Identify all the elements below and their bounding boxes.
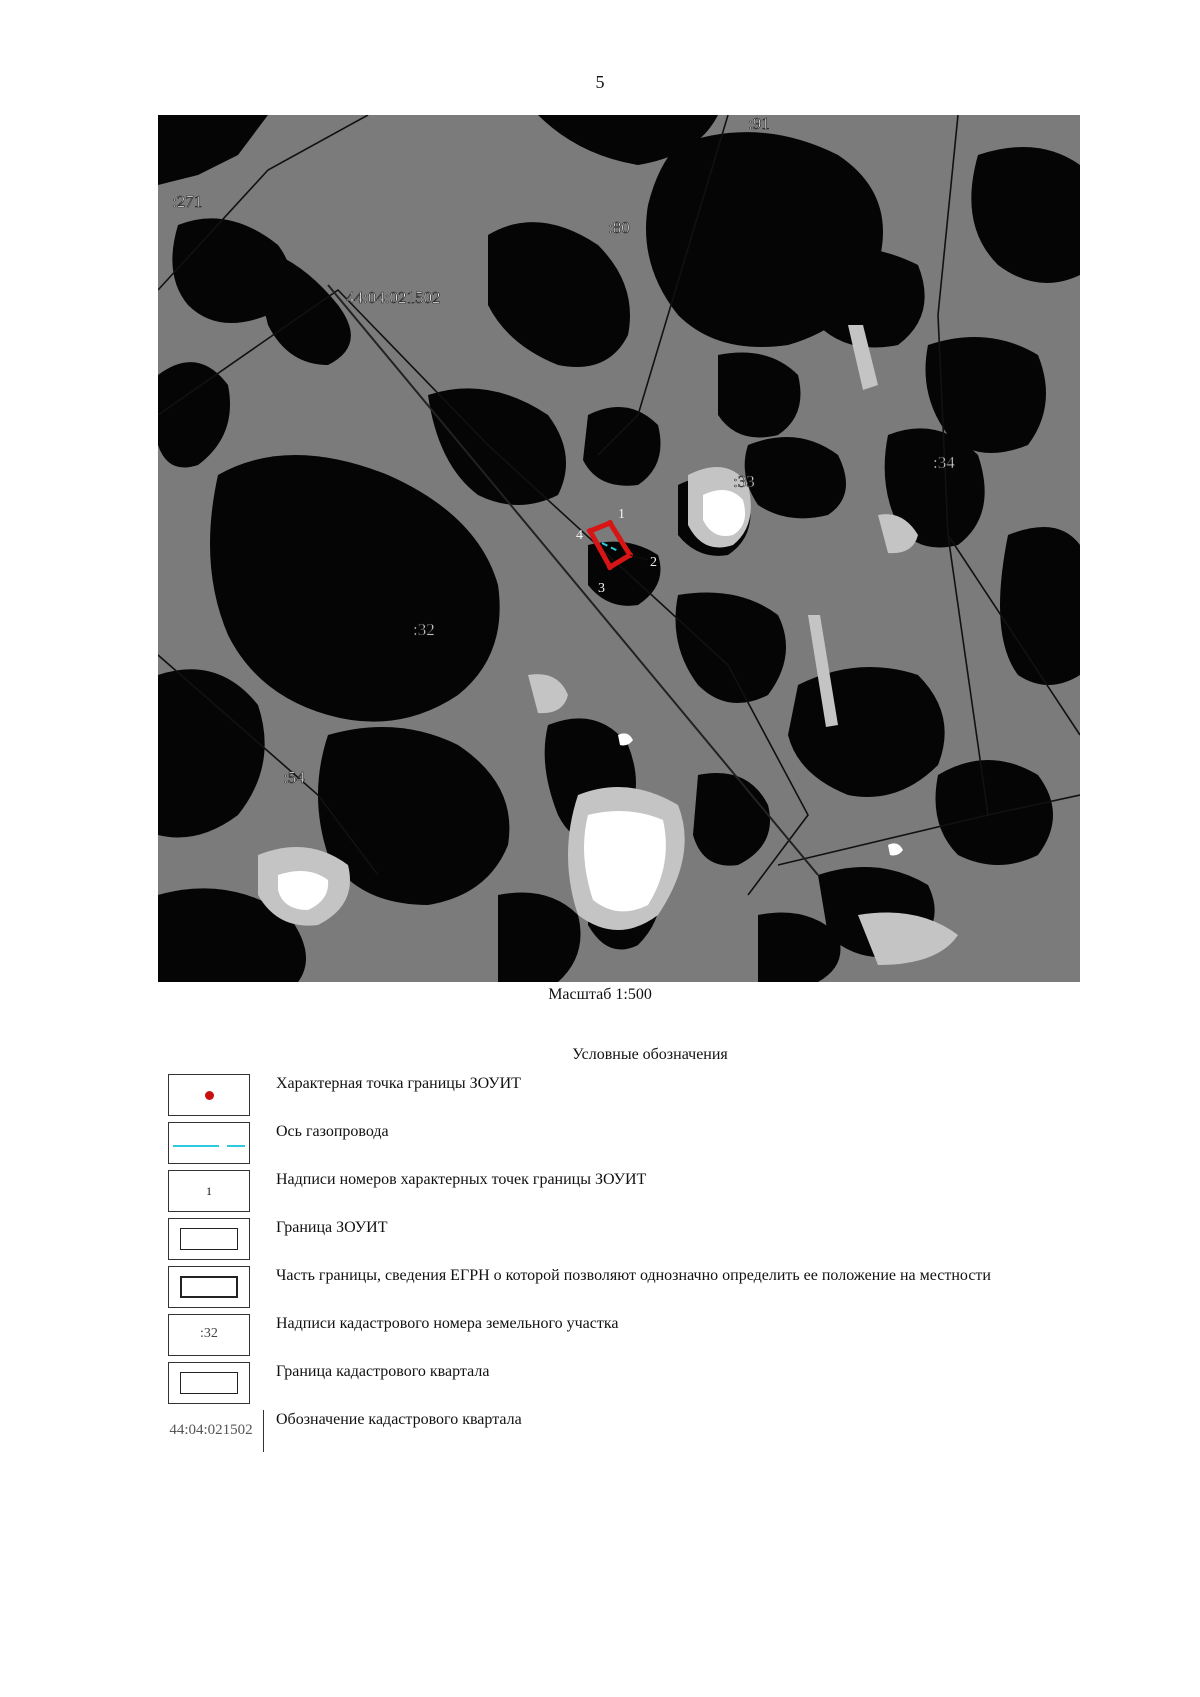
legend-swatch-dashed-line <box>168 1122 250 1164</box>
label-271: :271 <box>172 192 203 211</box>
label-54: :54 <box>283 768 305 787</box>
legend-text: Граница ЗОУИТ <box>276 1219 388 1236</box>
legend-text: Характерная точка границы ЗОУИТ <box>276 1075 521 1092</box>
legend-swatch-cadastral-number <box>168 1314 250 1356</box>
boundary-point-3[interactable] <box>607 564 613 570</box>
legend-text: Надписи номеров характерных точек границы ЗОУИТ <box>276 1171 647 1188</box>
map-frame[interactable] <box>158 115 1080 982</box>
boundary-point-4[interactable] <box>587 528 593 534</box>
label-33: :33 <box>733 472 755 491</box>
quarter-number-sample: 44:04:021502 <box>169 1422 253 1438</box>
legend-text: Обозначение кадастрового квартала <box>276 1411 522 1428</box>
point-label-2: 2 <box>650 555 657 570</box>
legend-title: Условные обозначения <box>572 1046 728 1063</box>
red-dot-icon <box>205 1091 214 1100</box>
legend-swatch-red-dot <box>168 1074 250 1116</box>
dash-line-icon <box>173 1145 219 1147</box>
number-sample: 1 <box>206 1184 212 1198</box>
boundary-point-1[interactable] <box>607 520 613 526</box>
label-80: :80 <box>608 218 630 237</box>
legend-text: Граница кадастрового квартала <box>276 1363 490 1380</box>
legend-swatch-rectangle <box>168 1362 250 1404</box>
rectangle-icon <box>180 1372 238 1394</box>
legend-text: Ось газопровода <box>276 1123 389 1140</box>
label-quarter: 44:04:021502 <box>346 288 441 307</box>
legend-swatch-number <box>168 1170 250 1212</box>
label-91: :91 <box>748 115 770 133</box>
label-32: :32 <box>413 620 435 639</box>
legend-swatch-rectangle-thick <box>168 1266 250 1308</box>
cadastral-map[interactable] <box>158 115 1080 982</box>
point-label-3: 3 <box>598 581 605 596</box>
point-label-1: 1 <box>618 507 625 522</box>
page-number: 5 <box>595 72 605 92</box>
legend-swatch-quarter-number <box>158 1410 264 1452</box>
scale-label: Масштаб 1:500 <box>548 986 652 1003</box>
legend-swatch-rectangle <box>168 1218 250 1260</box>
legend-text: Надписи кадастрового номера земельного участка <box>276 1315 619 1332</box>
rectangle-icon <box>180 1276 238 1298</box>
label-34: :34 <box>933 453 955 472</box>
dash-line-icon <box>227 1145 245 1147</box>
cadastral-number-sample: :32 <box>200 1326 218 1341</box>
legend-text: Часть границы, сведения ЕГРН о которой позволяют однозначно определить ее положение на местности <box>276 1267 991 1284</box>
point-label-4: 4 <box>576 528 583 543</box>
rectangle-icon <box>180 1228 238 1250</box>
